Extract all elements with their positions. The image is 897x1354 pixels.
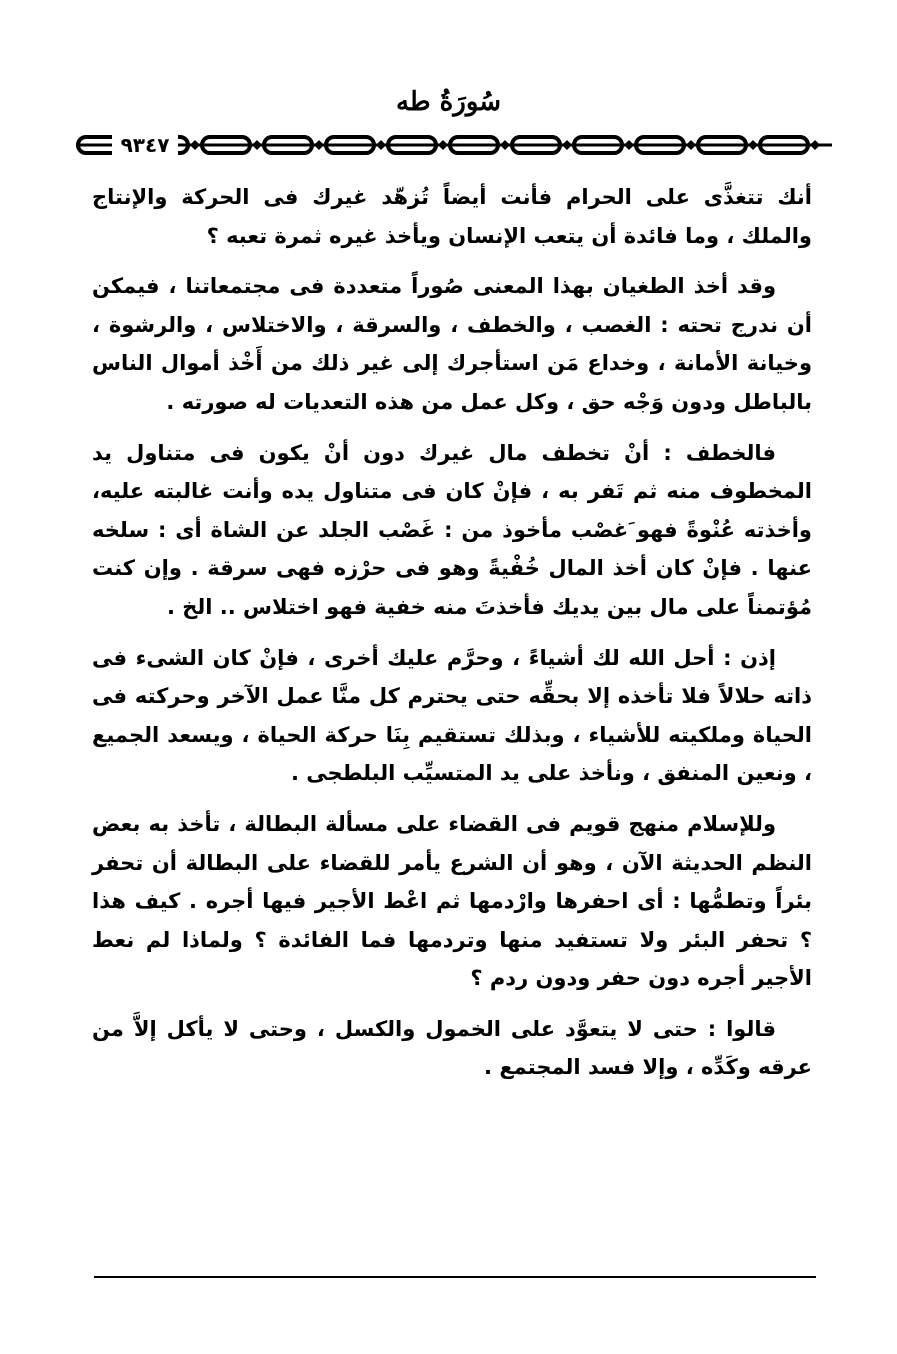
chain-diamond-1 [190,140,200,150]
chain-diamond-6 [500,140,510,150]
chain-diamond-4 [376,140,386,150]
chain-diamond-5 [438,140,448,150]
chain-diamond-3 [314,140,324,150]
surah-title: سُورَةُ طه [395,87,502,117]
chain-diamond-9 [686,140,696,150]
decorative-chain-border [76,130,832,160]
paragraph-2: وقد أخذ الطغيان بهذا المعنى صُوراً متعددة فى مجتمعاتنا ، فيمكن أن ندرج تحته : الغصب ، والخطف ، والسرقة ، والاختلاس ، والرشوة ، وخيانة الأمانة ، وخداع مَن استأجرك إلى غير ذلك من أَخْذ أموال الناس بالباطل ودون وَجْه حق ، وكل عمل من هذه التعديات له صورته . [92,274,812,414]
chain-diamond-11 [810,140,820,150]
paragraph-1: أنك تتغذَّى على الحرام فأنت أيضاً تُزهّد غيرك فى الحركة والإنتاج والملك ، وما فائدة أن يتعب الإنسان ويأخذ غيره ثمرة تعبه ؟ [92,185,812,248]
chain-diamond-7 [562,140,572,150]
chain-diamond-2 [252,140,262,150]
paragraph-3: فالخطف : أنْ تخطف مال غيرك دون أنْ يكون فى متناول يد المخطوف منه ثم تَفر به ، فإنْ كان فى متناول يده وأنت غالبته عليه، وأخذته عُنْوةً فهو َغصْب مأخوذ من : غَصْب الجلد عن الشاة أى : سلخه عنها . فإنْ كان أخذ المال خُفْيةً وهو فى حرْزه فهى سرقة . وإن كنت مُؤتمناً على مال بين يديك فأخذتَ منه خفية فهو اختلاس .. الخ . [92,440,812,619]
chain-diamond-8 [624,140,634,150]
page-number: ٩٣٤٧ [112,131,178,159]
chain-diamond-10 [748,140,758,150]
paragraph-4: إذن : أحل الله لك أشياءً ، وحرَّم عليك أخرى ، فإنْ كان الشىء فى ذاته حلالاً فلا تأخذه إلا بحقِّه حتى يحترم كل منَّا عمل الآخر وحركته فى الحياة وملكيته للأشياء ، وبذلك تستقيم بِنَا حركة الحياة ، ويسعد الجميع ، ونعين المنفق ، ونأخذ على يد المتسيِّب البلطجى . [92,645,812,786]
paragraph-6: قالوا : حتى لا يتعوَّد على الخمول والكسل ، وحتى لا يأكل إلاَّ من عرقه وكَدِّه ، وإلا فسد المجتمع . [92,1016,812,1080]
bottom-divider [94,1276,816,1278]
paragraph-5: وللإسلام منهج قويم فى القضاء على مسألة البطالة ، تأخذ به بعض النظم الحديثة الآن ، وهو أن الشرع يأمر للقضاء على البطالة أن تحفر بئراً وتطمُّها : أى احفرها وارْدمها ثم اعْط الأجير فيها أجره . كيف هذا ؟ تحفر البئر ولا تستفيد منها وتردمها فما الفائدة ؟ ولماذا لم نعط الأجير أجره دون حفر ودون ردم ؟ [92,811,812,991]
page-body [92,178,812,1099]
